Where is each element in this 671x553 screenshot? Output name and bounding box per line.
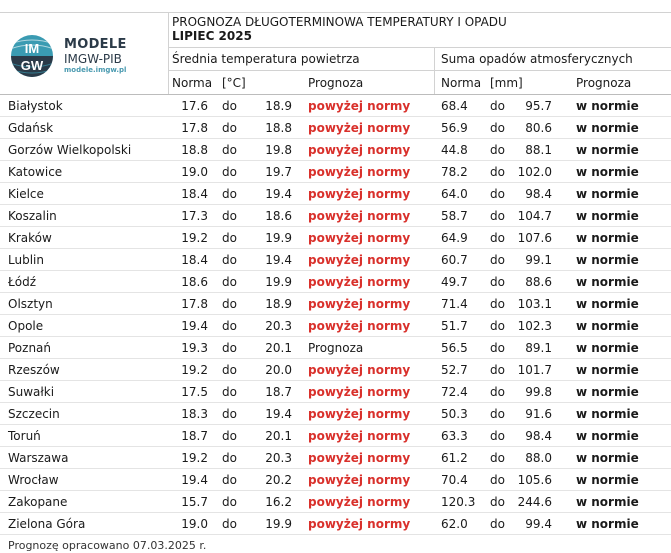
precipitation-group-header: Suma opadów atmosferycznych bbox=[441, 52, 633, 66]
city-name: Wrocław bbox=[8, 473, 59, 487]
precip-forecast: w normie bbox=[576, 187, 639, 201]
precip-forecast: w normie bbox=[576, 121, 639, 135]
city-name: Lublin bbox=[8, 253, 44, 267]
table-row bbox=[0, 447, 671, 469]
precip-norm-from: 44.8 bbox=[441, 143, 468, 157]
temp-norm-to: 19.8 bbox=[265, 143, 292, 157]
table-row bbox=[0, 359, 671, 381]
precip-forecast: w normie bbox=[576, 495, 639, 509]
precip-norm-separator: do bbox=[490, 121, 505, 135]
temp-norm-from: 18.3 bbox=[181, 407, 208, 421]
temp-norm-separator: do bbox=[222, 363, 237, 377]
table-row bbox=[0, 381, 671, 403]
temp-norm-separator: do bbox=[222, 517, 237, 531]
temp-norm-to: 20.3 bbox=[265, 319, 292, 333]
city-name: Zielona Góra bbox=[8, 517, 86, 531]
temp-norm-to: 19.4 bbox=[265, 253, 292, 267]
temp-norm-separator: do bbox=[222, 297, 237, 311]
table-row bbox=[0, 315, 671, 337]
precip-forecast: w normie bbox=[576, 99, 639, 113]
city-name: Szczecin bbox=[8, 407, 60, 421]
temp-norm-to: 18.9 bbox=[265, 99, 292, 113]
precip-norm-to: 99.8 bbox=[525, 385, 552, 399]
temp-norm-from: 19.2 bbox=[181, 451, 208, 465]
precip-norm-from: 52.7 bbox=[441, 363, 468, 377]
temp-norm-to: 20.0 bbox=[265, 363, 292, 377]
temp-norm-from: 18.7 bbox=[181, 429, 208, 443]
precip-norm-to: 98.4 bbox=[525, 429, 552, 443]
city-name: Olsztyn bbox=[8, 297, 53, 311]
temp-norm-to: 20.3 bbox=[265, 451, 292, 465]
precip-norm-separator: do bbox=[490, 231, 505, 245]
logo-badge-top: IM bbox=[24, 41, 40, 56]
temp-unit-header: [°C] bbox=[222, 76, 246, 90]
precip-forecast: w normie bbox=[576, 231, 639, 245]
precip-norm-from: 56.9 bbox=[441, 121, 468, 135]
imgw-logo bbox=[6, 34, 166, 78]
precip-forecast: w normie bbox=[576, 253, 639, 267]
temp-forecast: powyżej normy bbox=[308, 451, 411, 465]
temp-norm-to: 19.9 bbox=[265, 275, 292, 289]
precip-forecast: w normie bbox=[576, 275, 639, 289]
precip-norm-from: 61.2 bbox=[441, 451, 468, 465]
precip-norm-to: 89.1 bbox=[525, 341, 552, 355]
precip-forecast: w normie bbox=[576, 319, 639, 333]
precip-norm-separator: do bbox=[490, 143, 505, 157]
temp-forecast: powyżej normy bbox=[308, 363, 411, 377]
logo-badge-bottom: GW bbox=[20, 58, 44, 73]
temp-norm-from: 18.4 bbox=[181, 253, 208, 267]
header-top-rule bbox=[0, 12, 671, 13]
temp-norm-to: 20.1 bbox=[265, 341, 292, 355]
temp-norm-separator: do bbox=[222, 253, 237, 267]
temp-forecast: powyżej normy bbox=[308, 319, 411, 333]
precip-norm-separator: do bbox=[490, 209, 505, 223]
table-row bbox=[0, 227, 671, 249]
precip-norm-to: 102.0 bbox=[517, 165, 552, 179]
temp-norm-separator: do bbox=[222, 429, 237, 443]
precip-forecast: w normie bbox=[576, 429, 639, 443]
precip-norm-to: 88.0 bbox=[525, 451, 552, 465]
footer-note: Prognozę opracowano 07.03.2025 r. bbox=[8, 539, 207, 552]
precip-norm-separator: do bbox=[490, 319, 505, 333]
precip-forecast: w normie bbox=[576, 451, 639, 465]
header-rule-1 bbox=[168, 47, 671, 48]
precip-unit-header: [mm] bbox=[490, 76, 523, 90]
precip-norm-from: 63.3 bbox=[441, 429, 468, 443]
temp-forecast: Prognoza bbox=[308, 341, 364, 355]
precip-norm-from: 68.4 bbox=[441, 99, 468, 113]
precip-norm-separator: do bbox=[490, 253, 505, 267]
temp-forecast: powyżej normy bbox=[308, 517, 411, 531]
precip-norm-to: 105.6 bbox=[517, 473, 552, 487]
precip-forecast: w normie bbox=[576, 209, 639, 223]
precip-norm-separator: do bbox=[490, 363, 505, 377]
precip-forecast: w normie bbox=[576, 363, 639, 377]
table-row bbox=[0, 293, 671, 315]
temp-norm-to: 18.8 bbox=[265, 121, 292, 135]
precip-norm-to: 99.4 bbox=[525, 517, 552, 531]
temp-norm-to: 20.1 bbox=[265, 429, 292, 443]
temp-forecast: powyżej normy bbox=[308, 165, 411, 179]
temp-norm-separator: do bbox=[222, 187, 237, 201]
temp-forecast: powyżej normy bbox=[308, 407, 411, 421]
precip-norm-to: 88.1 bbox=[525, 143, 552, 157]
precip-norm-separator: do bbox=[490, 385, 505, 399]
temp-forecast: powyżej normy bbox=[308, 99, 411, 113]
precip-norm-header: Norma bbox=[441, 76, 482, 90]
temp-forecast: powyżej normy bbox=[308, 209, 411, 223]
precip-norm-separator: do bbox=[490, 341, 505, 355]
precip-norm-to: 80.6 bbox=[525, 121, 552, 135]
temp-forecast: powyżej normy bbox=[308, 297, 411, 311]
precip-norm-separator: do bbox=[490, 407, 505, 421]
table-row bbox=[0, 425, 671, 447]
city-name: Białystok bbox=[8, 99, 63, 113]
precip-forecast: w normie bbox=[576, 297, 639, 311]
temp-norm-from: 15.7 bbox=[181, 495, 208, 509]
temp-forecast-header: Prognoza bbox=[308, 76, 364, 90]
temp-norm-from: 19.2 bbox=[181, 231, 208, 245]
city-name: Toruń bbox=[8, 429, 41, 443]
precip-norm-from: 78.2 bbox=[441, 165, 468, 179]
temp-norm-to: 19.7 bbox=[265, 165, 292, 179]
logo-subtitle: IMGW-PIB bbox=[64, 52, 122, 66]
city-name: Łódź bbox=[8, 275, 37, 289]
table-row bbox=[0, 249, 671, 271]
temp-norm-separator: do bbox=[222, 231, 237, 245]
temp-norm-to: 18.7 bbox=[265, 385, 292, 399]
temp-forecast: powyżej normy bbox=[308, 231, 411, 245]
temp-norm-separator: do bbox=[222, 385, 237, 399]
city-name: Zakopane bbox=[8, 495, 68, 509]
precip-norm-from: 70.4 bbox=[441, 473, 468, 487]
logo-url: modele.imgw.pl bbox=[64, 66, 127, 74]
temp-norm-to: 20.2 bbox=[265, 473, 292, 487]
precip-norm-from: 58.7 bbox=[441, 209, 468, 223]
precip-forecast-header: Prognoza bbox=[576, 76, 632, 90]
temp-norm-separator: do bbox=[222, 121, 237, 135]
temp-norm-from: 19.4 bbox=[181, 473, 208, 487]
precip-norm-separator: do bbox=[490, 297, 505, 311]
table-row bbox=[0, 513, 671, 535]
temp-norm-separator: do bbox=[222, 407, 237, 421]
precip-norm-separator: do bbox=[490, 99, 505, 113]
temp-norm-separator: do bbox=[222, 209, 237, 223]
temp-norm-separator: do bbox=[222, 495, 237, 509]
temp-norm-from: 18.4 bbox=[181, 187, 208, 201]
city-name: Warszawa bbox=[8, 451, 69, 465]
city-name: Koszalin bbox=[8, 209, 57, 223]
temp-norm-from: 19.0 bbox=[181, 165, 208, 179]
precip-norm-to: 88.6 bbox=[525, 275, 552, 289]
temp-norm-separator: do bbox=[222, 99, 237, 113]
temp-forecast: powyżej normy bbox=[308, 473, 411, 487]
precip-norm-separator: do bbox=[490, 495, 505, 509]
header-rule-2 bbox=[168, 70, 671, 71]
temp-norm-from: 17.3 bbox=[181, 209, 208, 223]
city-name: Gdańsk bbox=[8, 121, 54, 135]
temp-forecast: powyżej normy bbox=[308, 253, 411, 267]
city-name: Gorzów Wielkopolski bbox=[8, 143, 132, 157]
precip-forecast: w normie bbox=[576, 407, 639, 421]
city-name: Suwałki bbox=[8, 385, 55, 399]
city-name: Rzeszów bbox=[8, 363, 60, 377]
precip-forecast: w normie bbox=[576, 517, 639, 531]
temperature-group-header: Średnia temperatura powietrza bbox=[172, 52, 360, 66]
precip-norm-to: 107.6 bbox=[517, 231, 552, 245]
temp-norm-to: 19.4 bbox=[265, 407, 292, 421]
temp-norm-from: 17.5 bbox=[181, 385, 208, 399]
precip-norm-to: 95.7 bbox=[525, 99, 552, 113]
table-row bbox=[0, 95, 671, 117]
temp-norm-separator: do bbox=[222, 319, 237, 333]
imgw-logo-icon bbox=[10, 34, 54, 78]
temp-norm-to: 19.9 bbox=[265, 517, 292, 531]
temp-norm-separator: do bbox=[222, 451, 237, 465]
temp-forecast: powyżej normy bbox=[308, 385, 411, 399]
precip-forecast: w normie bbox=[576, 473, 639, 487]
city-name: Katowice bbox=[8, 165, 63, 179]
temp-norm-separator: do bbox=[222, 473, 237, 487]
temp-norm-from: 19.3 bbox=[181, 341, 208, 355]
temp-forecast: powyżej normy bbox=[308, 187, 411, 201]
precip-norm-separator: do bbox=[490, 451, 505, 465]
table-row bbox=[0, 271, 671, 293]
temp-norm-separator: do bbox=[222, 341, 237, 355]
temp-norm-from: 18.6 bbox=[181, 275, 208, 289]
precip-norm-separator: do bbox=[490, 517, 505, 531]
precip-norm-from: 62.0 bbox=[441, 517, 468, 531]
precip-norm-from: 49.7 bbox=[441, 275, 468, 289]
precip-norm-separator: do bbox=[490, 473, 505, 487]
precip-forecast: w normie bbox=[576, 341, 639, 355]
precip-forecast: w normie bbox=[576, 143, 639, 157]
precip-norm-from: 50.3 bbox=[441, 407, 468, 421]
precip-norm-separator: do bbox=[490, 275, 505, 289]
table-row bbox=[0, 337, 671, 359]
temp-norm-header: Norma bbox=[172, 76, 213, 90]
table-row bbox=[0, 161, 671, 183]
precip-norm-to: 99.1 bbox=[525, 253, 552, 267]
precip-forecast: w normie bbox=[576, 385, 639, 399]
table-row bbox=[0, 205, 671, 227]
temp-norm-to: 19.9 bbox=[265, 231, 292, 245]
precip-norm-to: 102.3 bbox=[517, 319, 552, 333]
table-row bbox=[0, 491, 671, 513]
temp-norm-to: 19.4 bbox=[265, 187, 292, 201]
table-row bbox=[0, 183, 671, 205]
header-divider-left bbox=[168, 12, 169, 94]
precip-norm-to: 104.7 bbox=[517, 209, 552, 223]
precip-norm-to: 101.7 bbox=[517, 363, 552, 377]
temp-norm-from: 17.8 bbox=[181, 121, 208, 135]
temp-forecast: powyżej normy bbox=[308, 495, 411, 509]
temp-norm-from: 18.8 bbox=[181, 143, 208, 157]
table-row bbox=[0, 469, 671, 491]
temp-norm-separator: do bbox=[222, 165, 237, 179]
temp-forecast: powyżej normy bbox=[308, 275, 411, 289]
temp-forecast: powyżej normy bbox=[308, 429, 411, 443]
precip-norm-from: 120.3 bbox=[441, 495, 476, 509]
precip-norm-from: 72.4 bbox=[441, 385, 468, 399]
precip-norm-separator: do bbox=[490, 429, 505, 443]
table-row bbox=[0, 403, 671, 425]
temp-norm-to: 18.9 bbox=[265, 297, 292, 311]
table-row bbox=[0, 117, 671, 139]
header-divider-mid bbox=[434, 47, 435, 94]
precip-norm-to: 244.6 bbox=[517, 495, 552, 509]
temp-norm-separator: do bbox=[222, 275, 237, 289]
temp-norm-from: 17.6 bbox=[181, 99, 208, 113]
precip-norm-from: 64.9 bbox=[441, 231, 468, 245]
temp-forecast: powyżej normy bbox=[308, 121, 411, 135]
temp-forecast: powyżej normy bbox=[308, 143, 411, 157]
city-name: Poznań bbox=[8, 341, 52, 355]
temp-norm-to: 16.2 bbox=[265, 495, 292, 509]
precip-norm-from: 51.7 bbox=[441, 319, 468, 333]
precip-norm-to: 98.4 bbox=[525, 187, 552, 201]
table-row bbox=[0, 139, 671, 161]
temp-norm-separator: do bbox=[222, 143, 237, 157]
temp-norm-from: 19.2 bbox=[181, 363, 208, 377]
city-name: Opole bbox=[8, 319, 44, 333]
precip-norm-from: 71.4 bbox=[441, 297, 468, 311]
precip-norm-separator: do bbox=[490, 187, 505, 201]
precip-norm-from: 60.7 bbox=[441, 253, 468, 267]
document-title: PROGNOZA DŁUGOTERMINOWA TEMPERATURY I OPADU bbox=[172, 15, 507, 29]
temp-norm-from: 19.0 bbox=[181, 517, 208, 531]
city-name: Kraków bbox=[8, 231, 52, 245]
precip-norm-to: 103.1 bbox=[517, 297, 552, 311]
logo-title: MODELE bbox=[64, 37, 127, 52]
precip-norm-from: 64.0 bbox=[441, 187, 468, 201]
precip-norm-from: 56.5 bbox=[441, 341, 468, 355]
temp-norm-from: 19.4 bbox=[181, 319, 208, 333]
document-subtitle: LIPIEC 2025 bbox=[172, 29, 252, 43]
precip-norm-separator: do bbox=[490, 165, 505, 179]
temp-norm-from: 17.8 bbox=[181, 297, 208, 311]
precip-norm-to: 91.6 bbox=[525, 407, 552, 421]
precip-forecast: w normie bbox=[576, 165, 639, 179]
city-name: Kielce bbox=[8, 187, 44, 201]
temp-norm-to: 18.6 bbox=[265, 209, 292, 223]
